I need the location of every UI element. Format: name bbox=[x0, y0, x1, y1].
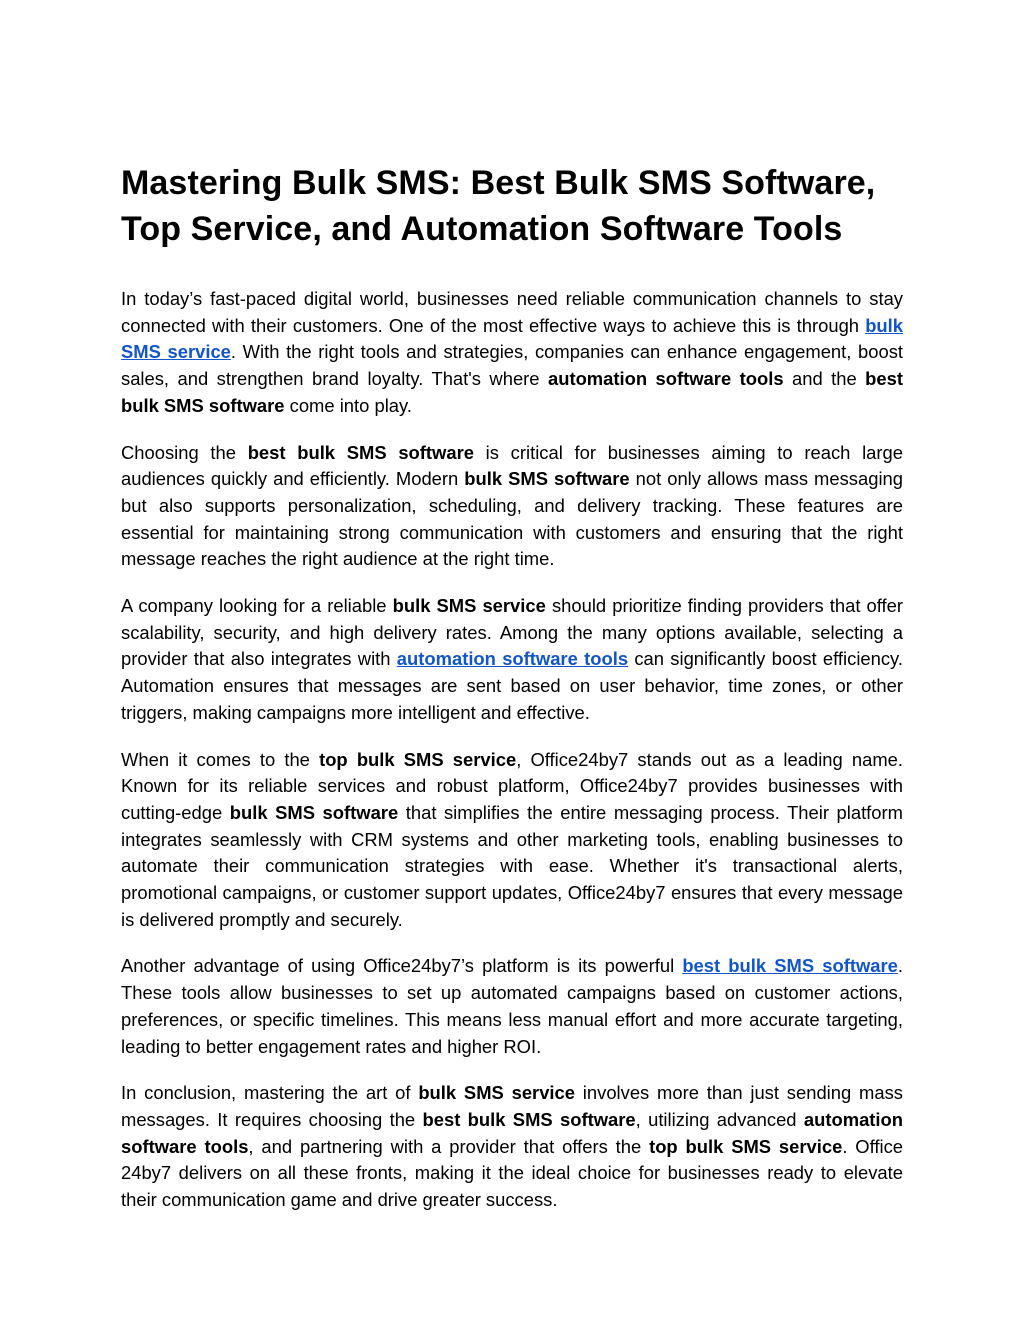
text-run: should prioritize finding providers that offer scalability, security, and high delivery rates. Among the many options available, selecting a provider that also integrates with bbox=[121, 595, 903, 670]
text-run: , Office24by7 stands out as a leading name. Known for its reliable services and robust platform, Office24by7 provides businesses with cutting-edge bbox=[121, 748, 904, 823]
document-title: Mastering Bulk SMS: Best Bulk SMS Software, Top Service, and Automation Software Tools bbox=[121, 164, 876, 248]
bold-phrase: bulk SMS service bbox=[392, 595, 546, 617]
bold-phrase: best bulk SMS software bbox=[121, 368, 903, 416]
paragraph-3 bbox=[121, 593, 903, 727]
text-run: , and partnering with a provider that offers the bbox=[248, 1135, 650, 1157]
text-run: . Office 24by7 delivers on all these fronts, making it the ideal choice for businesses ready to elevate their communication game and drive greater success. bbox=[121, 1135, 904, 1211]
text-run: In conclusion, mastering the art of bbox=[121, 1082, 419, 1104]
bold-phrase: top bulk SMS service bbox=[319, 748, 517, 770]
text-run: , utilizing advanced bbox=[635, 1108, 804, 1130]
text-run: not only allows mass messaging but also supports personalization, scheduling, and delivery tracking. These features are essential for maintaining strong communication with customers and ensuring that the right message reaches the right audience at the right time. bbox=[121, 468, 903, 570]
text-run: A company looking for a reliable bbox=[121, 595, 393, 617]
text-run: Another advantage of using Office24by7’s platform is its powerful bbox=[121, 955, 683, 977]
text-run: is critical for businesses aiming to reach large audiences quickly and efficiently. Modern bbox=[121, 441, 903, 490]
paragraph-2 bbox=[121, 440, 903, 574]
bold-phrase: bulk SMS software bbox=[229, 801, 399, 823]
inline-link[interactable]: automation software tools bbox=[396, 648, 629, 670]
paragraph-4 bbox=[121, 747, 903, 934]
bold-phrase: automation software tools bbox=[547, 368, 784, 390]
paragraph-5 bbox=[121, 953, 903, 1060]
text-run: When it comes to the bbox=[121, 748, 320, 770]
text-run: Choosing the bbox=[121, 441, 248, 463]
bold-phrase: automation software tools bbox=[121, 1108, 903, 1157]
text-run: In today’s fast-paced digital world, businesses need reliable communication channels to stay connected with their customers. One of the most effective ways to achieve this is through bbox=[121, 288, 903, 336]
paragraph-6 bbox=[121, 1080, 903, 1214]
text-run: can significantly boost efficiency. Automation ensures that messages are sent based on user behavior, time zones, or other triggers, making campaigns more intelligent and effective. bbox=[121, 648, 903, 723]
document-page bbox=[121, 160, 903, 1234]
bold-phrase: best bulk SMS software bbox=[422, 1108, 636, 1130]
text-run: and the bbox=[783, 368, 866, 390]
text-run: . With the right tools and strategies, companies can enhance engagement, boost sales, and strengthen brand loyalty. That's where bbox=[121, 341, 904, 390]
text-run: . These tools allow businesses to set up automated campaigns based on customer actions, preferences, or specific timelines. This means less manual effort and more accurate targeting, leading to better engagement rates and higher ROI. bbox=[121, 955, 903, 1057]
document-body bbox=[121, 286, 903, 1214]
bold-phrase: bulk SMS service bbox=[418, 1082, 575, 1104]
text-run: come into play. bbox=[284, 394, 412, 416]
paragraph-1 bbox=[121, 286, 903, 420]
bold-phrase: bulk SMS software bbox=[464, 468, 630, 490]
inline-link[interactable]: best bulk SMS software bbox=[682, 955, 898, 977]
text-run: that simplifies the entire messaging process. Their platform integrates seamlessly with CRM systems and other marketing tools, enabling businesses to automate their communication strategies with ease. Whether it's transactional alerts, promotional campaigns, or customer support updates, Office24by7 ensures that every message is delivered promptly and securely. bbox=[121, 801, 903, 930]
bold-phrase: top bulk SMS service bbox=[649, 1135, 843, 1157]
inline-link[interactable]: bulk SMS service bbox=[121, 314, 903, 363]
text-run: involves more than just sending mass messages. It requires choosing the bbox=[121, 1082, 903, 1130]
bold-phrase: best bulk SMS software bbox=[247, 441, 474, 463]
